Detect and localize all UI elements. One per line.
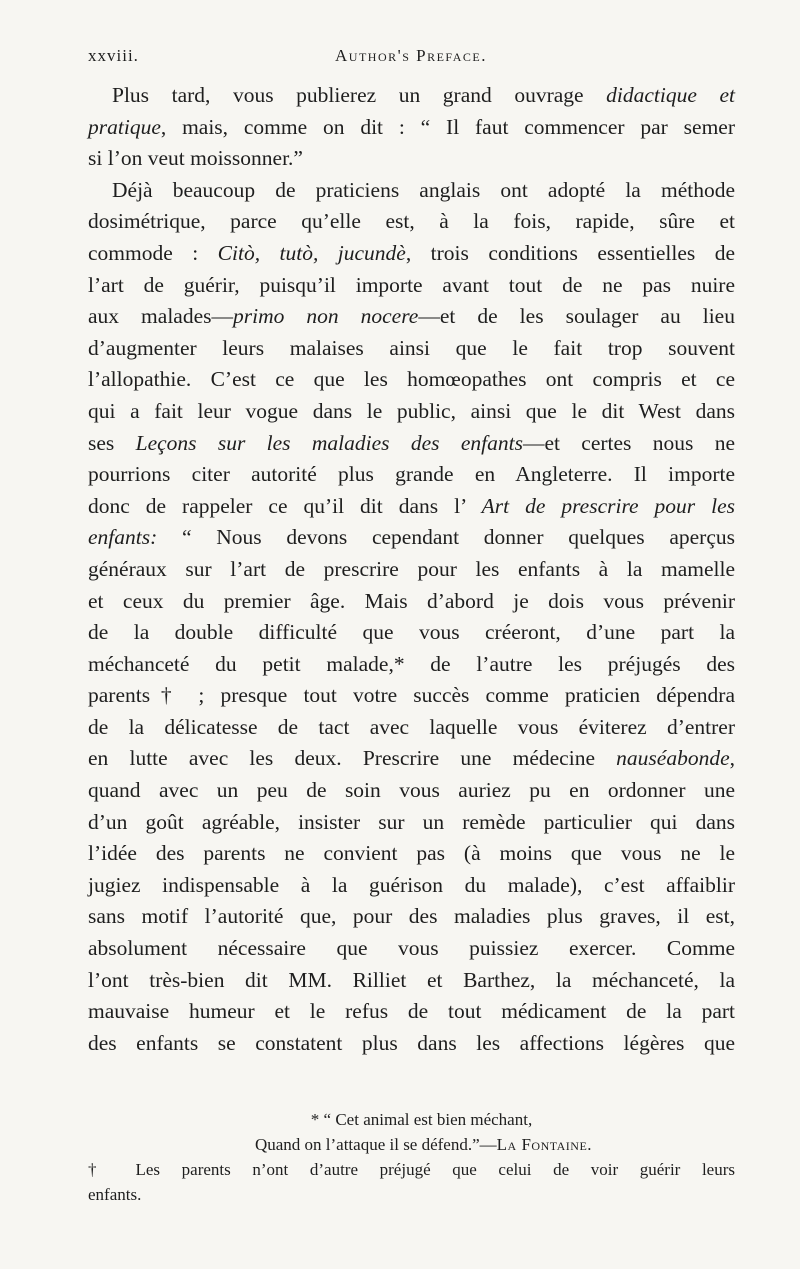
text-line: qui a fait leur vogue dans le public, ainsi que le dit West dans	[88, 398, 735, 423]
text-line: sans motif l’autorité que, pour des maladies plus graves, il est,	[88, 904, 735, 929]
text-line: l’art de guérir, puisqu’il importe avant tout de ne pas nuire	[88, 272, 735, 297]
text-line: pratique, mais, comme on dit : “ Il faut commencer par semer	[88, 114, 735, 139]
text-line: méchanceté du petit malade,* de l’autre les préjugés des	[88, 651, 735, 676]
footnote-2-line-1: † Les parents n’ont d’autre préjugé que celui de voir guérir leurs	[88, 1160, 735, 1179]
text-line: Déjà beaucoup de praticiens anglais ont adopté la méthode	[112, 177, 735, 202]
text-line: des enfants se constatent plus dans les affections légères que	[88, 1030, 735, 1055]
text-line: parents† ; presque tout votre succès comme praticien dépendra	[88, 683, 735, 708]
text-line: d’augmenter leurs malaises ainsi que le fait trop souvent	[88, 335, 735, 360]
text-line: donc de rappeler ce qu’il dit dans l’ Art de prescrire pour les	[88, 493, 736, 518]
footnotes	[88, 1107, 735, 1207]
text-line: commode : Citò, tutò, jucundè, trois conditions essentielles de	[88, 240, 736, 265]
running-title: Author's Preface.	[335, 46, 487, 65]
text-line: si l’on veut moissonner.”	[88, 146, 303, 171]
text-line: généraux sur l’art de prescrire pour les enfants à la mamelle	[88, 556, 735, 581]
text-line: quand avec un peu de soin vous auriez pu en ordonner une	[88, 778, 735, 803]
text-line: Plus tard, vous publierez un grand ouvrage didactique et	[112, 83, 735, 107]
footnote-1-line-1: * “ Cet animal est bien méchant,	[310, 1110, 533, 1129]
text-line: mauvaise humeur et le refus de tout médicament de la part	[88, 999, 735, 1024]
text-line: d’un goût agréable, insister sur un remède particulier qui dans	[88, 809, 735, 834]
running-head	[88, 46, 734, 70]
text-line: aux malades—primo non nocere—et de les soulager au lieu	[88, 304, 735, 329]
text-line: de la double difficulté que vous créeront, d’une part la	[88, 620, 735, 645]
text-line: enfants: “ Nous devons cependant donner quelques aperçus	[88, 525, 735, 550]
footnote-1-quote: Quand on l’attaque il se défend.”—	[254, 1135, 497, 1154]
text-line: pourrions citer autorité plus grande en Angleterre. Il importe	[88, 462, 735, 487]
text-line: jugiez indispensable à la guérison du malade), c’est affaiblir	[88, 872, 735, 897]
text-line: absolument nécessaire que vous puissiez exercer. Comme	[88, 936, 735, 961]
text-line: dosimétrique, parce qu’elle est, à la fois, rapide, sûre et	[88, 209, 735, 234]
text-line: l’allopathie. C’est ce que les homœopathes ont compris et ce	[88, 367, 735, 392]
text-line: ses Leçons sur les maladies des enfants—et certes nous ne	[88, 430, 735, 455]
footnote-2-line-2: enfants.	[88, 1185, 142, 1204]
main-text	[88, 80, 735, 1059]
text-line: de la délicatesse de tact avec laquelle vous éviterez d’entrer	[88, 714, 735, 739]
page-number: xxviii.	[88, 46, 139, 65]
text-line: et ceux du premier âge. Mais d’abord je dois vous prévenir	[88, 588, 735, 613]
text-line: l’idée des parents ne convient pas (à moins que vous ne le	[88, 841, 735, 866]
footnote-1-author: La Fontaine.	[496, 1135, 593, 1154]
footnote-1-line-2	[88, 1132, 735, 1157]
text-line: en lutte avec les deux. Prescrire une médecine nauséabonde,	[88, 746, 735, 771]
text-line: l’ont très-bien dit MM. Rilliet et Barthez, la méchanceté, la	[88, 967, 735, 992]
